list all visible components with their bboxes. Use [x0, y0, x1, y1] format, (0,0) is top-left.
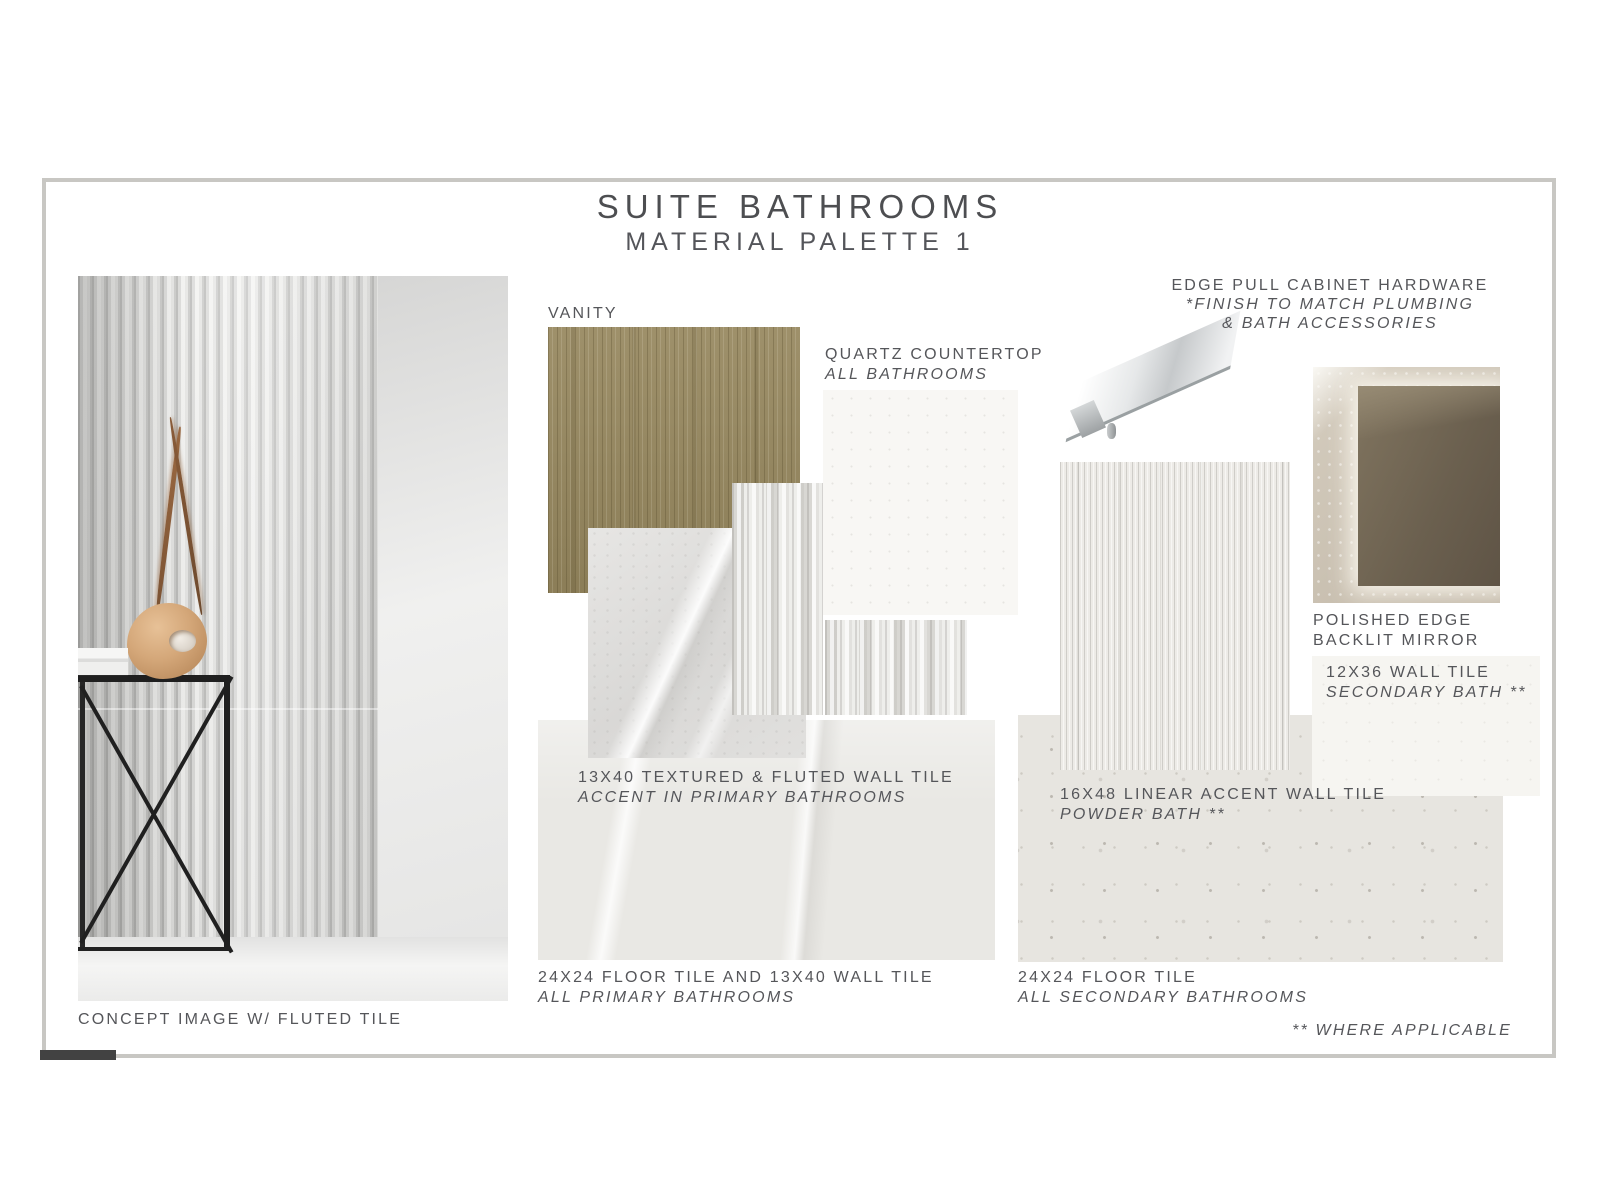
fluted-wall-tile-swatch: [825, 620, 967, 715]
wall-tile-16x48-swatch: [1060, 462, 1290, 770]
wall-tile-12x36-label: [1326, 663, 1527, 703]
console-table: [78, 675, 230, 951]
hardware-name: EDGE PULL CABINET HARDWARE: [1171, 277, 1489, 294]
primary-floor-name: 24X24 FLOOR TILE AND 13X40 WALL TILE: [538, 969, 934, 986]
edge-pull-peg: [1107, 423, 1116, 439]
wall-tile-13x40-scope: ACCENT IN PRIMARY BATHROOMS: [578, 789, 907, 806]
secondary-floor-name: 24X24 FLOOR TILE: [1018, 969, 1197, 986]
mirror-name-line1: POLISHED EDGE: [1313, 612, 1473, 629]
quartz-scope: ALL BATHROOMS: [825, 366, 989, 383]
wall-tile-13x40-label: [578, 768, 954, 808]
primary-floor-scope: ALL PRIMARY BATHROOMS: [538, 989, 796, 1006]
hardware-note1: *FINISH TO MATCH PLUMBING: [1185, 296, 1475, 313]
wall-tile-13x40-name: 13X40 TEXTURED & FLUTED WALL TILE: [578, 769, 954, 786]
frame-corner-mark: [40, 1050, 116, 1060]
wall-tile-16x48-label: [1060, 785, 1386, 825]
footnote: ** WHERE APPLICABLE: [1292, 1022, 1512, 1039]
concept-photo: [78, 276, 508, 1001]
concept-caption: CONCEPT IMAGE W/ FLUTED TILE: [78, 1011, 403, 1028]
wall-tile-16x48-scope: POWDER BATH **: [1060, 806, 1226, 823]
hardware-note2: & BATH ACCESSORIES: [1222, 315, 1438, 332]
page-subtitle: MATERIAL PALETTE 1: [625, 228, 975, 256]
quartz-countertop-swatch: [823, 390, 1018, 615]
edge-pull-photo: [1045, 318, 1260, 453]
mirror-label: [1313, 611, 1480, 651]
backlit-mirror-photo: [1313, 367, 1500, 603]
mirror-name-line2: BACKLIT MIRROR: [1313, 632, 1480, 649]
vanity-label: VANITY: [548, 305, 618, 322]
table-brace: [79, 685, 233, 953]
smooth-wall: [378, 276, 508, 1001]
quartz-name: QUARTZ COUNTERTOP: [825, 346, 1044, 363]
primary-floor-caption: [538, 968, 934, 1008]
wall-tile-12x36-scope: SECONDARY BATH **: [1326, 684, 1527, 701]
hardware-label: [1165, 276, 1495, 333]
book-stack: [78, 648, 128, 675]
fluted-wall-tile-swatch: [732, 483, 823, 715]
mirror-glass: [1358, 386, 1500, 587]
quartz-label: [825, 345, 1044, 385]
secondary-floor-scope: ALL SECONDARY BATHROOMS: [1018, 989, 1309, 1006]
page-title: SUITE BATHROOMS: [596, 188, 1004, 225]
wall-tile-16x48-name: 16X48 LINEAR ACCENT WALL TILE: [1060, 786, 1387, 803]
wall-tile-12x36-name: 12X36 WALL TILE: [1326, 664, 1491, 681]
secondary-floor-caption: [1018, 968, 1308, 1008]
table-brace: [79, 676, 233, 944]
